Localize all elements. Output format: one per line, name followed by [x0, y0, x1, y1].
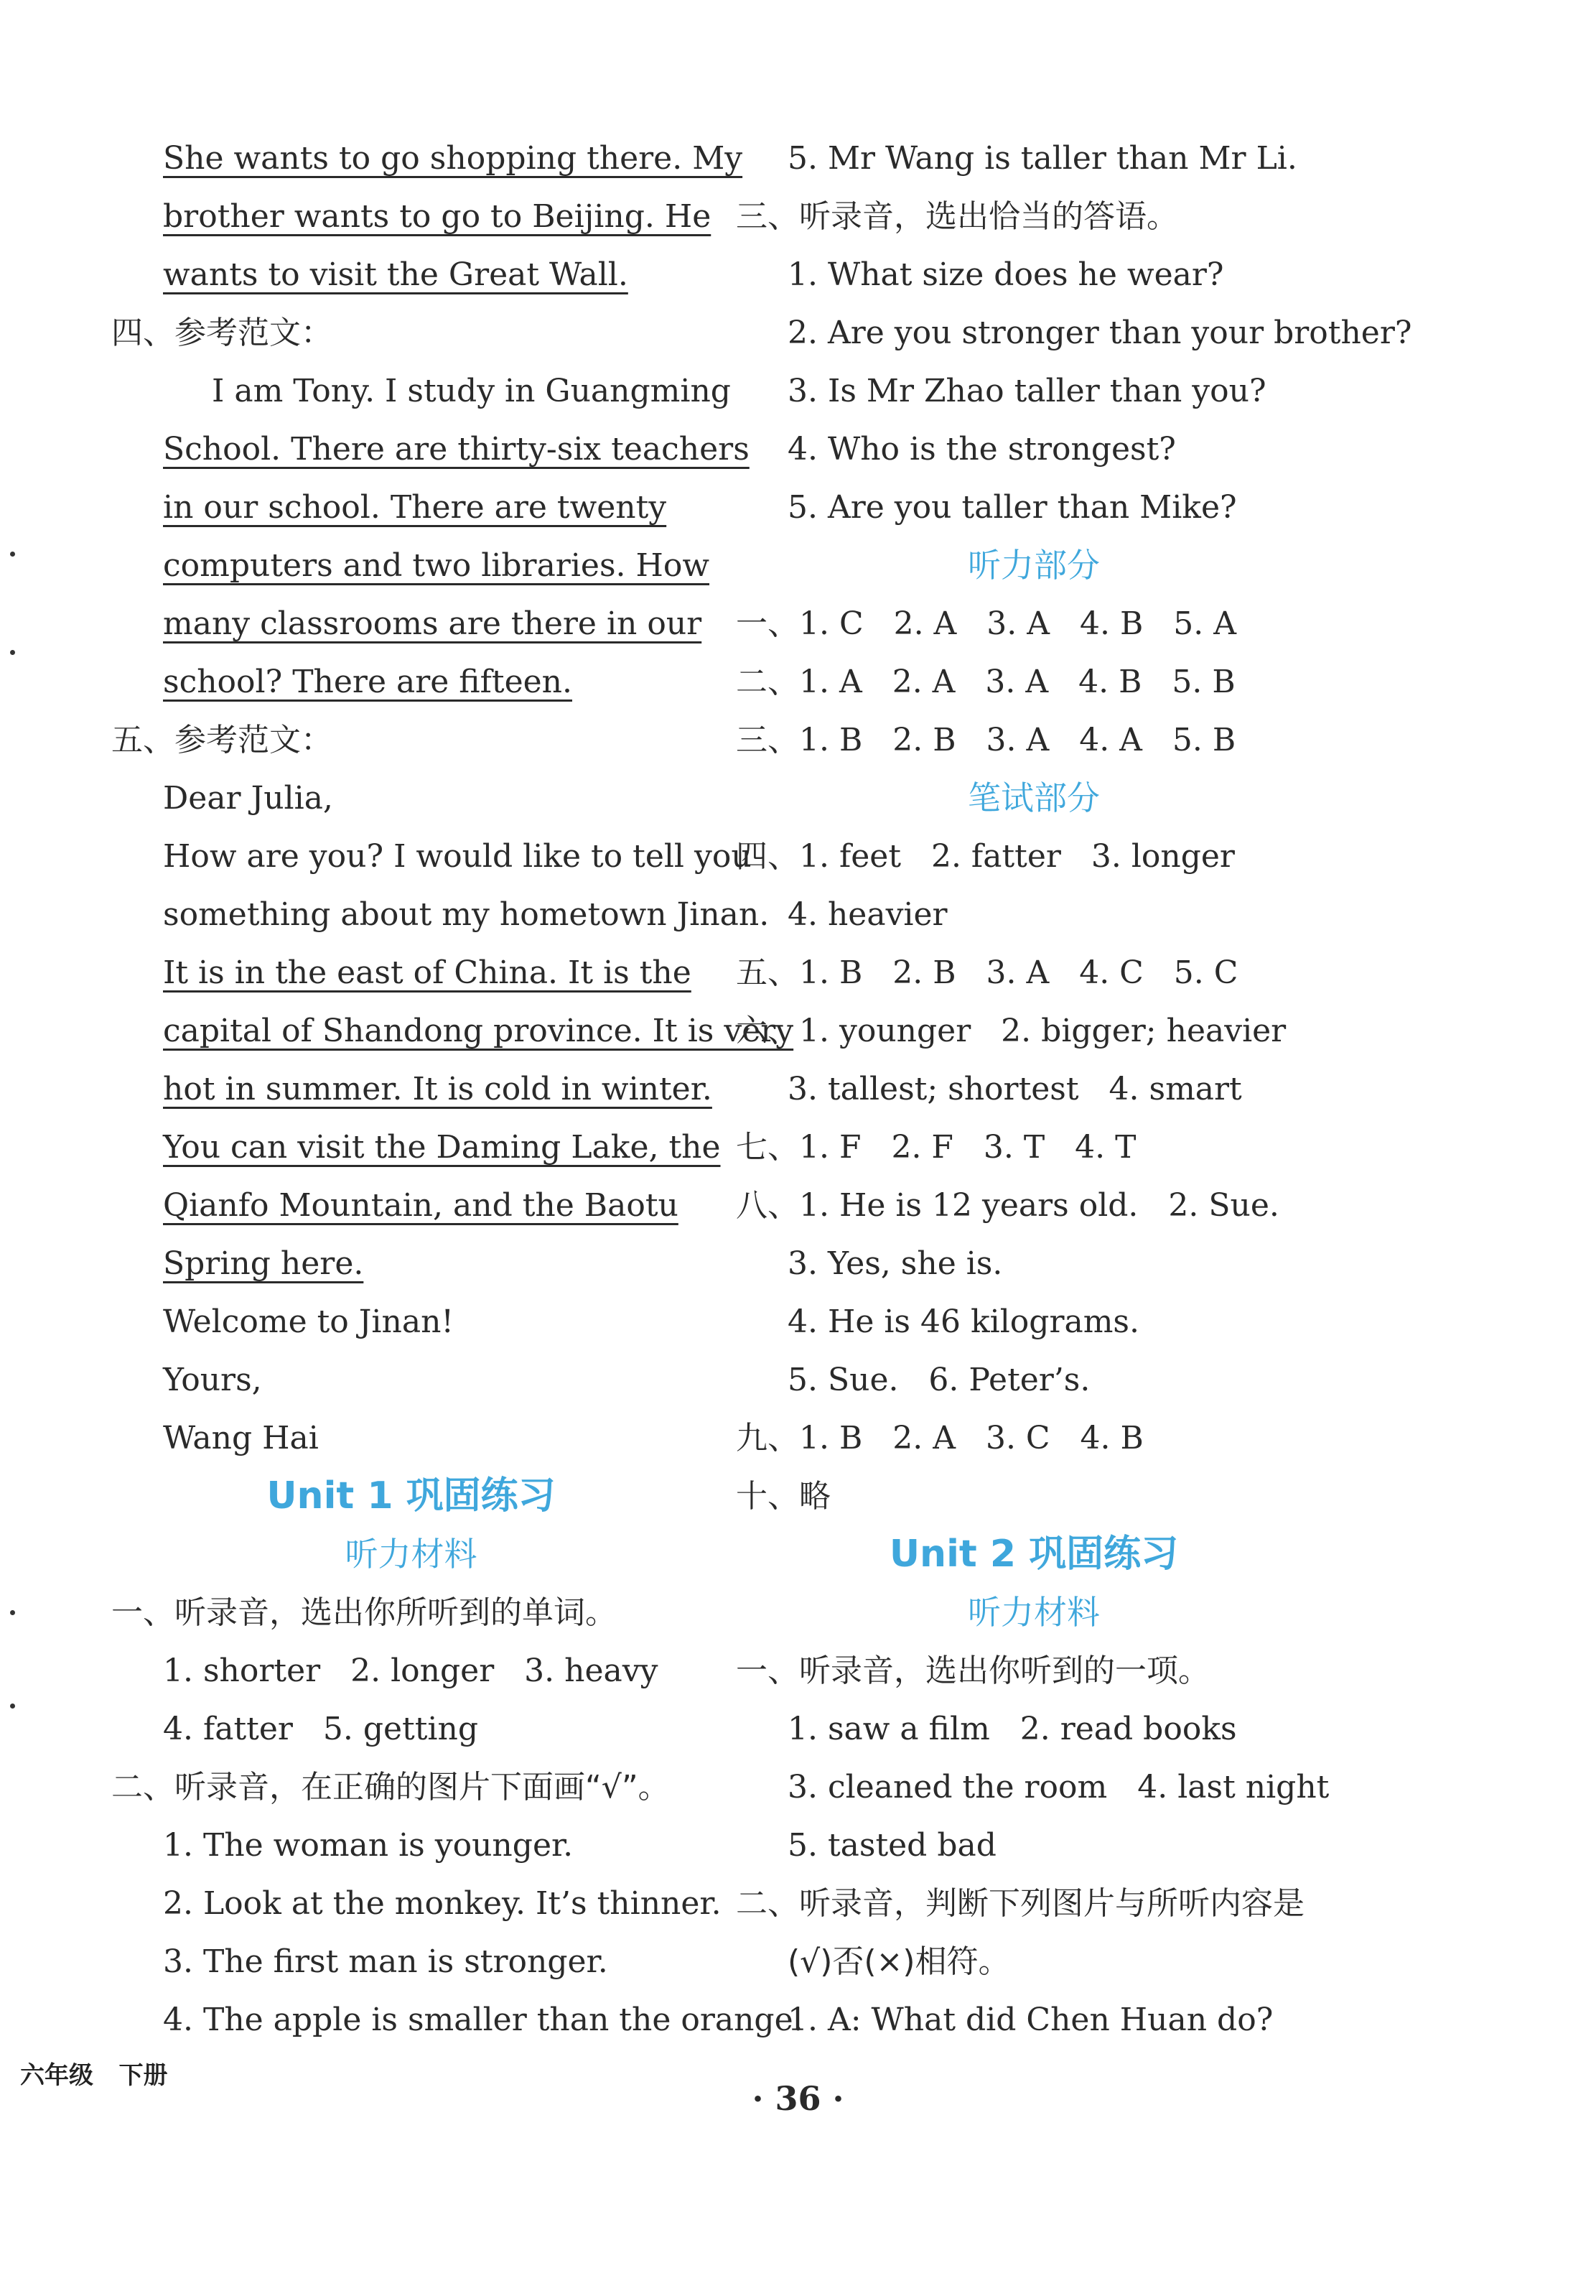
essay-line: I am Tony. I study in Guangming [212, 373, 731, 409]
margin-speck [10, 650, 15, 655]
question-line: 4. The apple is smaller than the orange. [163, 2002, 803, 2038]
question-title: 一、听录音，选出你所听到的单词。 [111, 1594, 617, 1631]
unit2-subheading: 听力材料 [968, 1593, 1100, 1632]
margin-speck [10, 1610, 15, 1615]
question-line: 1. The woman is younger. [163, 1827, 574, 1864]
question-line: 1. A: What did Chen Huan do? [788, 2002, 1274, 2038]
answer-line: 二、1. A 2. A 3. A 4. B 5. B [736, 664, 1236, 700]
answer-line: 4. He is 46 kilograms. [788, 1303, 1139, 1340]
page-number: · 36 · [752, 2079, 844, 2118]
essay-line: in our school. There are twenty [163, 489, 667, 526]
essay-line: school? There are fifteen. [163, 664, 572, 700]
letter-line: You can visit the Daming Lake, the [163, 1129, 721, 1166]
question-line: 1. What size does he wear? [788, 256, 1224, 293]
essay-line: many classrooms are there in our [163, 605, 702, 642]
answer-line: 3. Yes, she is. [788, 1245, 1003, 1282]
margin-speck [10, 1704, 15, 1709]
question-line: 3. The first man is stronger. [163, 1943, 608, 1980]
letter-line: Qianfo Mountain, and the Baotu [163, 1187, 678, 1224]
question-title: 三、听录音，选出恰当的答语。 [736, 198, 1178, 235]
unit2-title: Unit 2 巩固练习 [889, 1533, 1179, 1576]
answer-line: 5. Sue. 6. Peter’s. [788, 1362, 1091, 1398]
letter-line: something about my hometown Jinan. [163, 896, 770, 933]
question-line: 3. Is Mr Zhao taller than you? [788, 373, 1266, 409]
question-title: 二、听录音，在正确的图片下面画“√”。 [111, 1769, 670, 1805]
answer-line: 七、1. F 2. F 3. T 4. T [736, 1129, 1137, 1166]
writing-heading: 笔试部分 [968, 778, 1100, 817]
question-line: 5. tasted bad [788, 1827, 997, 1864]
answer-line: 六、1. younger 2. bigger; heavier [736, 1013, 1287, 1049]
unit1-title: Unit 1 巩固练习 [266, 1474, 556, 1518]
letter-line: capital of Shandong province. It is very [163, 1013, 794, 1049]
letter-line: brother wants to go to Beijing. He [163, 198, 711, 235]
essay-line: School. There are thirty-six teachers [163, 431, 750, 468]
margin-speck [10, 552, 15, 557]
letter-closing: Yours, [163, 1362, 262, 1398]
letter-greeting: Dear Julia, [163, 780, 333, 817]
answer-line: 3. tallest; shortest 4. smart [788, 1071, 1242, 1107]
question-title: 一、听录音，选出你听到的一项。 [736, 1653, 1210, 1689]
unit1-subheading: 听力材料 [345, 1535, 477, 1574]
question-line: 4. fatter 5. getting [163, 1711, 478, 1747]
answer-line: 八、1. He is 12 years old. 2. Sue. [736, 1187, 1279, 1224]
question-line: 5. Mr Wang is taller than Mr Li. [788, 140, 1297, 177]
essay-line: computers and two libraries. How [163, 547, 710, 584]
section-four-title: 四、参考范文： [111, 315, 332, 351]
question-line: 2. Look at the monkey. It’s thinner. [163, 1885, 722, 1922]
answer-line: 九、1. B 2. A 3. C 4. B [736, 1420, 1144, 1456]
answer-line: 4. heavier [788, 896, 948, 933]
letter-line: She wants to go shopping there. My [163, 140, 743, 177]
question-line: 3. cleaned the room 4. last night [788, 1769, 1330, 1805]
answer-line: 四、1. feet 2. fatter 3. longer [736, 838, 1235, 875]
letter-line: wants to visit the Great Wall. [163, 256, 628, 293]
question-title: 二、听录音，判断下列图片与所听内容是 [736, 1885, 1305, 1922]
letter-line: How are you? I would like to tell you [163, 838, 752, 875]
letter-line: Spring here. [163, 1245, 364, 1282]
answer-line: 一、1. C 2. A 3. A 4. B 5. A [736, 605, 1236, 642]
question-line: 1. saw a film 2. read books [788, 1711, 1237, 1747]
letter-line: It is in the east of China. It is the [163, 954, 691, 991]
letter-signature: Wang Hai [163, 1420, 319, 1456]
question-line: 5. Are you taller than Mike? [788, 489, 1237, 526]
letter-closing: Welcome to Jinan! [163, 1303, 454, 1340]
question-line: 2. Are you stronger than your brother? [788, 315, 1412, 351]
answer-line: 三、1. B 2. B 3. A 4. A 5. B [736, 722, 1236, 758]
question-title-cont: (√)否(×)相符。 [788, 1943, 1010, 1980]
question-line: 4. Who is the strongest? [788, 431, 1176, 468]
right-column [736, 129, 1490, 2049]
question-line: 1. shorter 2. longer 3. heavy [163, 1653, 658, 1689]
answer-line: 十、略 [736, 1478, 831, 1515]
grade-label: 六年级 下册 [20, 2061, 168, 2090]
letter-line: hot in summer. It is cold in winter. [163, 1071, 712, 1107]
listening-heading: 听力部分 [968, 546, 1100, 585]
answer-line: 五、1. B 2. B 3. A 4. C 5. C [736, 954, 1238, 991]
section-five-title: 五、参考范文： [111, 722, 332, 758]
